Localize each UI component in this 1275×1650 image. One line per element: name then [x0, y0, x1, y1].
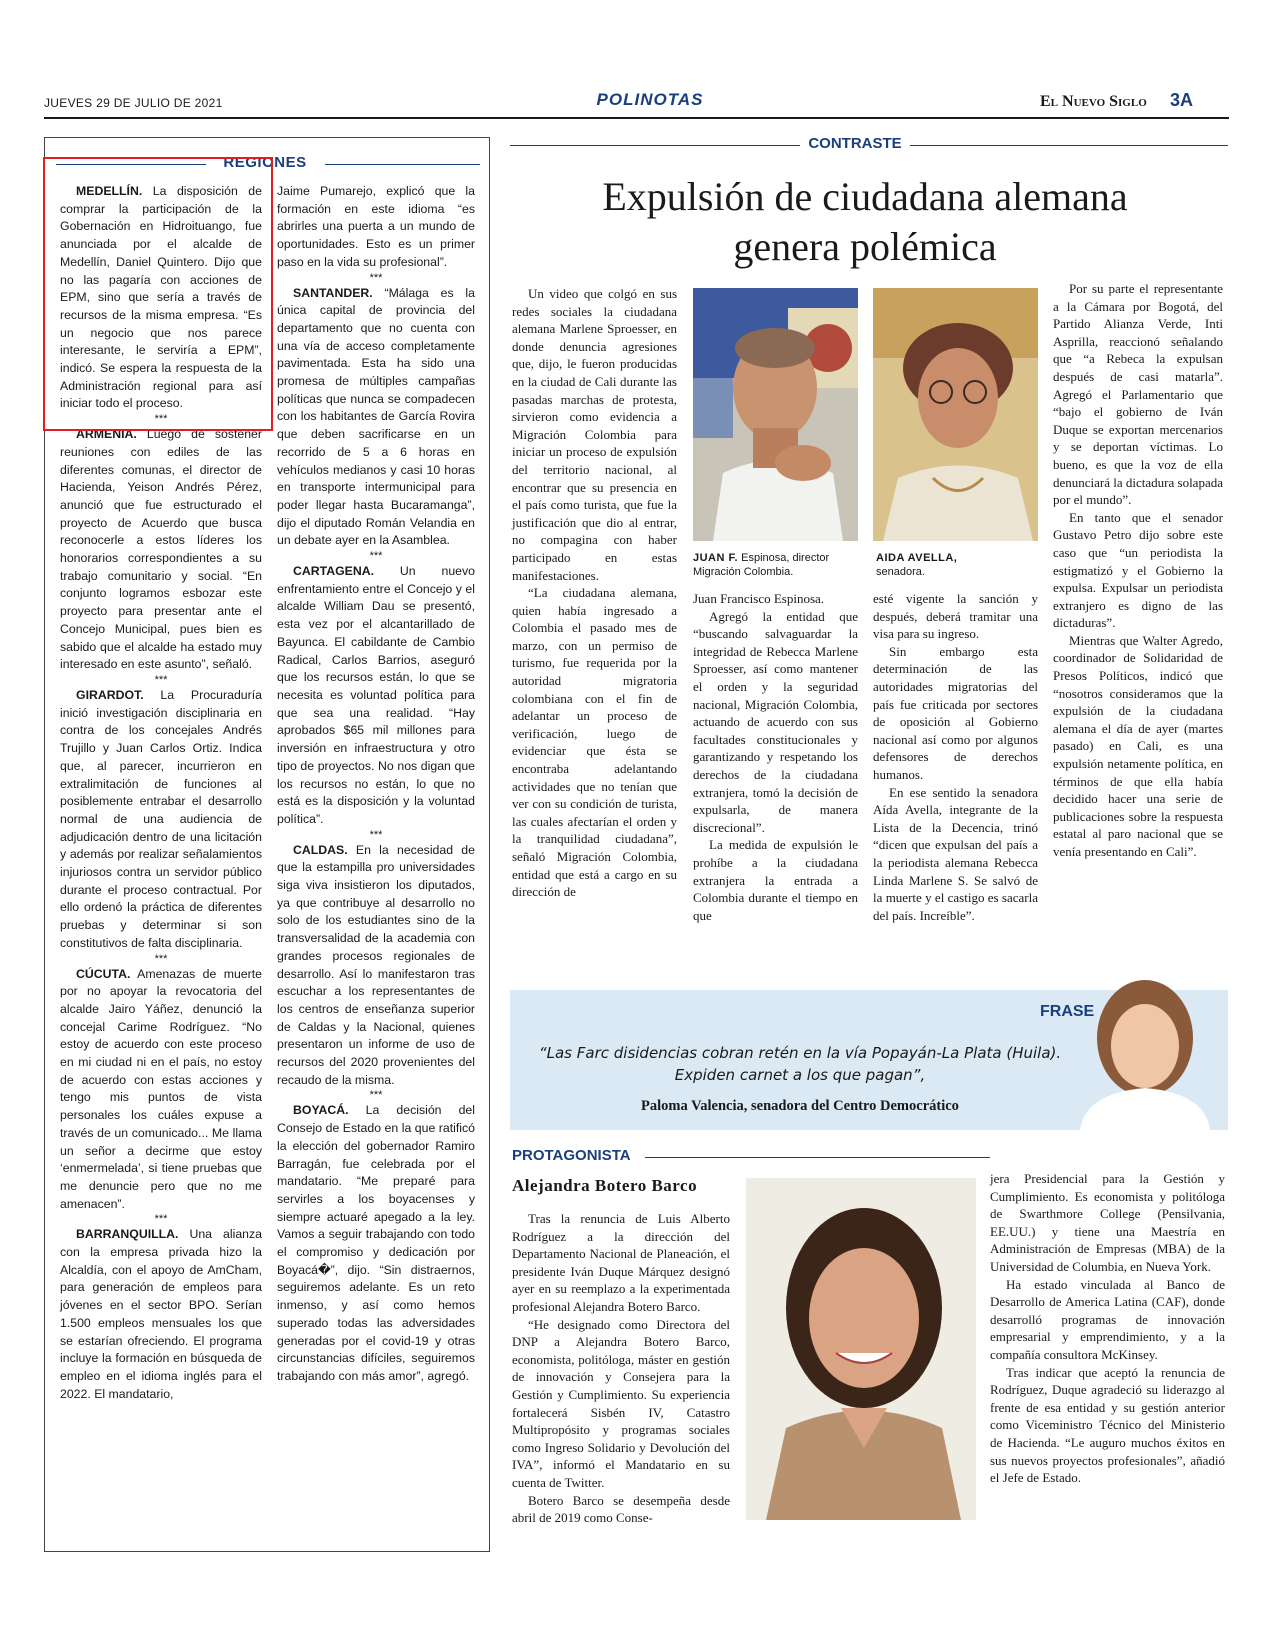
region-text: Un nuevo enfrentamiento entre el Concejo y el alcalde William Dau se presentó, esta vez por el alcantarillado de Bayunca. El cabildante de Cambio Radical, Carlos Barrios, aseguró que los recursos están, lo que se necesita es voluntad política para que sea una realidad. “Hay aprobados $65 mil millones para inversión en infraestructura y otro tipo de proyectos. No nos digan que los recursos no están, lo que no está es la disposición y la voluntad política”.: [277, 564, 475, 826]
regiones-column-2: [277, 183, 475, 1386]
portrait-man-image: [693, 288, 858, 541]
frase-author: Paloma Valencia, senadora del Centro Democrático: [641, 1098, 959, 1114]
paragraph: Ha estado vinculada al Banco de Desarrollo de America Latina (CAF), donde desarrolló programas de innovación empresarial y emprendimiento, y a la compañía consultora McKinsey.: [990, 1276, 1225, 1362]
frase-title: FRASE: [1040, 1003, 1095, 1020]
photo-juan-espinosa: [693, 288, 858, 541]
newspaper-name: El Nuevo Siglo: [1040, 93, 1147, 110]
separator-stars: ***: [369, 271, 383, 284]
region-item: [277, 563, 475, 829]
region-item: [277, 183, 475, 272]
region-item: [60, 687, 262, 953]
separator-stars: ***: [154, 673, 168, 686]
paragraph: Juan Francisco Espinosa.: [693, 591, 825, 606]
separator-stars: ***: [369, 828, 383, 841]
region-city: MEDELLÍN.: [76, 184, 143, 198]
region-item: [277, 285, 475, 551]
region-text: La decisión del Consejo de Estado en la que ratificó la elección del gobernador Ramiro Barragán, fue celebrada por el mandatario. “Me preparé para servirles a los boyacenses y siempre actuaré apegado a la ley. Vamos a seguir trabajando con todo el compromiso y dedicación por Boyacá�”, dijo. “Sin distraernos, seguiremos adelante. Es un reto inmenso, y así como hemos superado todas las adversidades generadas por el covid-19 y otras circunstancias difíciles, seguiremos trabajando con más amor”, agregó.: [277, 1103, 475, 1383]
paragraph: esté vigente la sanción y después, deberá tramitar una visa para su ingreso.: [873, 591, 1038, 642]
paragraph: Tras la renuncia de Luis Alberto Rodríguez a la dirección del Departamento Nacional de Planeación, el presidente Iván Duque Márquez designó ayer en su reemplazo a la experimentada profesional Alejandra Botero Barco.: [512, 1211, 730, 1314]
portrait-paloma-image: [1075, 968, 1215, 1130]
separator-stars: ***: [369, 550, 383, 563]
protagonista-rule: [645, 1157, 990, 1158]
portrait-woman-image: [873, 288, 1038, 541]
caption-text: senadora.: [876, 566, 925, 578]
region-city: CARTAGENA.: [293, 564, 375, 579]
section-title: POLINOTAS: [596, 90, 704, 109]
region-item: [277, 1102, 475, 1385]
region-item: [277, 842, 475, 1090]
region-text: Luego de sostener reuniones con ediles de las diferentes comunas, el director de Hacienda, Yeison Andrés Pérez, anunció que fue estructurado el proyecto de Acuerdo que busca reconocerle a estos líderes los honorarios correspondientes a su trabajo comunitario y social. “En conjunto logramos esbozar este proyecto para presentar ante el Concejo Municipal, pues bien es sabido que el alcalde ha estado muy interesado en este asunto”, señaló.: [60, 427, 262, 672]
article-headline: Expulsión de ciudadana alemana genera polémica: [602, 174, 1128, 269]
photo-alejandra-botero: [746, 1178, 976, 1520]
caption-text: Espinosa, director Migración Colombia.: [693, 552, 830, 578]
region-item: [60, 966, 262, 1214]
caption-name: JUAN F.: [693, 552, 739, 564]
region-item: [60, 426, 262, 674]
region-text: Jaime Pumarejo, explicó que la formación en este idioma “es abrirles una puerta a un mundo de oportunidades. Esto es un primer paso en la vida su profesional”.: [277, 184, 475, 269]
paragraph: “La ciudadana alemana, quien había ingresado a Colombia el pasado mes de marzo, con un permiso de turismo, fue requerida por la autoridad migratoria colombiana con el fin de adelantar un proceso de verificación, luego de evidenciar que ésta se encontraba adelantando actividades que no tenían que ver con su condición de turista, las cuales afectarían el orden y la tranquilidad ciudadana”, señaló Migración Colombia, entidad que está a cargo en su dirección de: [512, 585, 677, 900]
regiones-rule-right: [325, 164, 480, 165]
paragraph: Un video que colgó en sus redes sociales la ciudadana alemana Marlene Sproesser, en donde denuncia agresiones que, dijo, le fueron producidas en la ciudad de Cali durante las pasadas marchas de protesta, sirvieron como evidencia a Migración Colombia para iniciar un proceso de expulsión del territorio nacional, al encontrar que su presencia en el país como turista, que fue la justificación que dio al entrar, no compagina con haber participado en estas manifestaciones.: [512, 286, 677, 583]
region-city: BOYACÁ.: [293, 1103, 349, 1118]
highlight-box: [43, 157, 273, 431]
photo-caption-avella: [876, 551, 1036, 579]
page-number: 3A: [1170, 90, 1194, 110]
region-text: La Procuraduría inició investigación disciplinaria en contra de los concejales Andrés Trujillo y Juan Carlos Ortiz. Indica que, al parecer, incurrieron en extralimitación de funciones al posiblemente entrabar el desarrollo normal de una audiencia de adjudicación dentro de una licitación y además por realizar señalamientos injuriosos contra un servidor público durante el proceso contractual. Por ello ordenó la práctica de diferentes pruebas y determinar si son constitutivos de falta disciplinaria.: [60, 687, 262, 950]
separator-stars: ***: [369, 1089, 383, 1102]
photo-paloma-valencia: [1075, 968, 1215, 1130]
region-city: GIRARDOT.: [76, 687, 144, 702]
paragraph: Tras indicar que aceptó la renuncia de Rodríguez, Duque agradeció su liderazgo al frente de esa entidad y su gestión anterior como Viceministro Técnico del Ministerio de Hacienda. “Le auguro muchos éxitos en sus nuevos proyectos profesionales”, añadió el Jefe de Estado.: [990, 1364, 1225, 1486]
article-column-3: [873, 590, 1038, 924]
separator-stars: ***: [154, 952, 168, 965]
paragraph: “He designado como Directora del DNP a Alejandra Botero Barco, economista, politóloga, máster en gestión de innovación y Consejera para la Gestión y Cumplimiento. Su experiencia fortalecerá Sisbén IV, Catastro Multipropósito y programas sociales como Ingreso Solidario y Devolución del IVA”, informó el Mandatario en su cuenta de Twitter.: [512, 1316, 730, 1490]
page-date: JUEVES 29 DE JULIO DE 2021: [44, 96, 223, 110]
paragraph: jera Presidencial para la Gestión y Cumplimiento. Es economista y politóloga de Swarthmore College (Pensilvania, EE.UU.) y tiene una Maestría en Administración de Empresas (MBA) de la Universidad de Columbia, en Nueva York.: [990, 1171, 1225, 1274]
caption-name: AIDA AVELLA,: [876, 552, 958, 564]
paragraph: En ese sentido la senadora Aída Avella, integrante de la Lista de la Decencia, trinó “dicen que expulsan del país a la periodista alemana Rebecca Linda Marlene S. Se salvó de la muerte y el castigo es sacarla del país. Increíble”.: [873, 784, 1038, 923]
protagonista-column-1: [512, 1210, 730, 1527]
paragraph: Botero Barco se desempeña desde abril de 2019 como Conse-: [512, 1492, 730, 1526]
paragraph: Sin embargo esta determinación de las autoridades migratorias del país fue criticada por sectores de oposición al Gobierno nacional así como por algunos defensores de derechos humanos.: [873, 643, 1038, 782]
paragraph: La medida de expulsión le prohíbe a la ciudadana extranjera la entrada a Colombia durante el tiempo en que: [693, 837, 858, 923]
region-text: En la necesidad de que la estampilla pro universidades siga viva insistieron los diputados, ya que contribuye al desarrollo no solo de los estudiantes sino de la transversalidad de la academia con grandes procesos regionales de desarrollo. Así lo manifestaron tras escuchar a los representantes de los centros de enseñanza superior de Caldas y la Nacional, quienes presentaron un informe de uso de recursos del 2020 provenientes del recaudo de la misma.: [277, 842, 475, 1087]
portrait-alejandra-image: [746, 1178, 976, 1520]
frase-quote: “Las Farc disidencias cobran retén en la vía Popayán-La Plata (Huila). Expiden carnet a los que pagan”,: [538, 1044, 1062, 1084]
region-city: CÚCUTA.: [76, 966, 131, 981]
region-text: Amenazas de muerte por no apoyar la revocatoria del alcalde Jairo Yáñez, denunció la concejal Carime Rodríguez. “No estoy de acuerdo con este proceso en mi ciudad ni en el país, no estoy de acuerdo con estas acciones y tengo mis puntos de vista personales los cuáles expuse a través de un comunicado... Me llama un señor a decirme que estoy ‘enmermelada’, si tiene pruebas que me denuncie pero que no me amenacen”.: [60, 966, 262, 1211]
region-text: Una alianza con la empresa privada hizo la Alcaldía, con el apoyo de AmCham, para generación de empleos para jóvenes en el sector BPO. Serían 1.500 empleos mensuales los que se estarían ofreciendo. El programa incluye la formación en búsqueda de empleo en el idioma inglés para el 2022. El mandatario,: [60, 1227, 262, 1401]
region-city: CALDAS.: [293, 842, 348, 857]
separator-stars: ***: [154, 413, 168, 426]
paragraph: En tanto que el senador Gustavo Petro dijo sobre este caso que “un periodista la estigmatizó y el Gobierno la expulsa. Expulsar un periodista extranjero es digno de las dictaduras”.: [1053, 509, 1223, 631]
protagonista-label: PROTAGONISTA: [512, 1147, 631, 1164]
region-text: “Málaga es la única capital de provincia del departamento que no cuenta con una vía de acceso completamente pavimentada. Esta ha sido una promesa de múltiples campañas políticas que nunca se compadecen con los habitantes de García Rovira que deben sacrificarse en un recorrido de 5 a 6 horas en vehículos medianos y casi 10 horas en transporte intermunicipal para poder llegar hasta Bucaramanga”, dijo el diputado Román Velandia en un debate ayer en la Asamblea.: [277, 285, 475, 548]
article-column-1: [512, 285, 677, 901]
region-item: [60, 1226, 262, 1403]
protagonista-name: Alejandra Botero Barco: [512, 1176, 698, 1195]
contraste-label: CONTRASTE: [800, 135, 910, 152]
paragraph: Por su parte el representante a la Cámara por Bogotá, del Partido Alianza Verde, Inti Asprilla, reaccionó señalando que “a Rebeca la expulsan después de casi matarla”. Agregó el Parlamentario que “bajo el gobierno de Iván Duque se exportan mercenarios y se deportan víctimas. Lo bueno, es que la voz de ella denunciará la dictadura solapada por el mundo”.: [1053, 281, 1223, 508]
regiones-label: REGIONES: [215, 154, 315, 171]
separator-stars: ***: [154, 1213, 168, 1226]
region-city: BARRANQUILLA.: [76, 1227, 179, 1242]
article-column-2: [693, 590, 858, 924]
header-rule: [44, 117, 1229, 119]
photo-aida-avella: [873, 288, 1038, 541]
article-column-4: [1053, 280, 1223, 861]
protagonista-column-2: [990, 1170, 1225, 1487]
paragraph: Agregó la entidad que “buscando salvaguardar la integridad de Rebecca Marlene Sproesser, así como mantener el orden y la seguridad nacional, Migración Colombia, actuando de acuerdo con sus facultades constitucionales y garantizando y respetando los derechos de la ciudadana extranjera, tomó la decisión de expulsarla, de manera discrecional”.: [693, 608, 858, 835]
region-city: SANTANDER.: [293, 285, 373, 300]
photo-caption-espinosa: [693, 551, 858, 579]
region-text: La disposición de comprar la participación de la Gobernación en Hidroituango, fue anunciada por el alcalde de Medellín, Daniel Quintero. Dijo que no las pagaría con acciones de EPM, sino que sería a través de recursos de la misma empresa. “Es un negocio que nos parece interesante, le serviría a EPM”, indicó. Se espera la respuesta de la Administración regional para así iniciar todo el proceso.: [60, 184, 262, 411]
region-city: ARMENIA.: [76, 427, 137, 442]
paragraph: Mientras que Walter Agredo, coordinador de Solidaridad de Presos Políticos, indicó que “nosotros consideramos que la expulsión de la ciudadana alemana el día de ayer (martes pasado) en Cali, es una expulsión netamente política, en términos de que ella había decidido hacer una serie de publicaciones sobre la respuesta estatal al paro nacional que se venía presentando en Cali”.: [1053, 632, 1223, 859]
